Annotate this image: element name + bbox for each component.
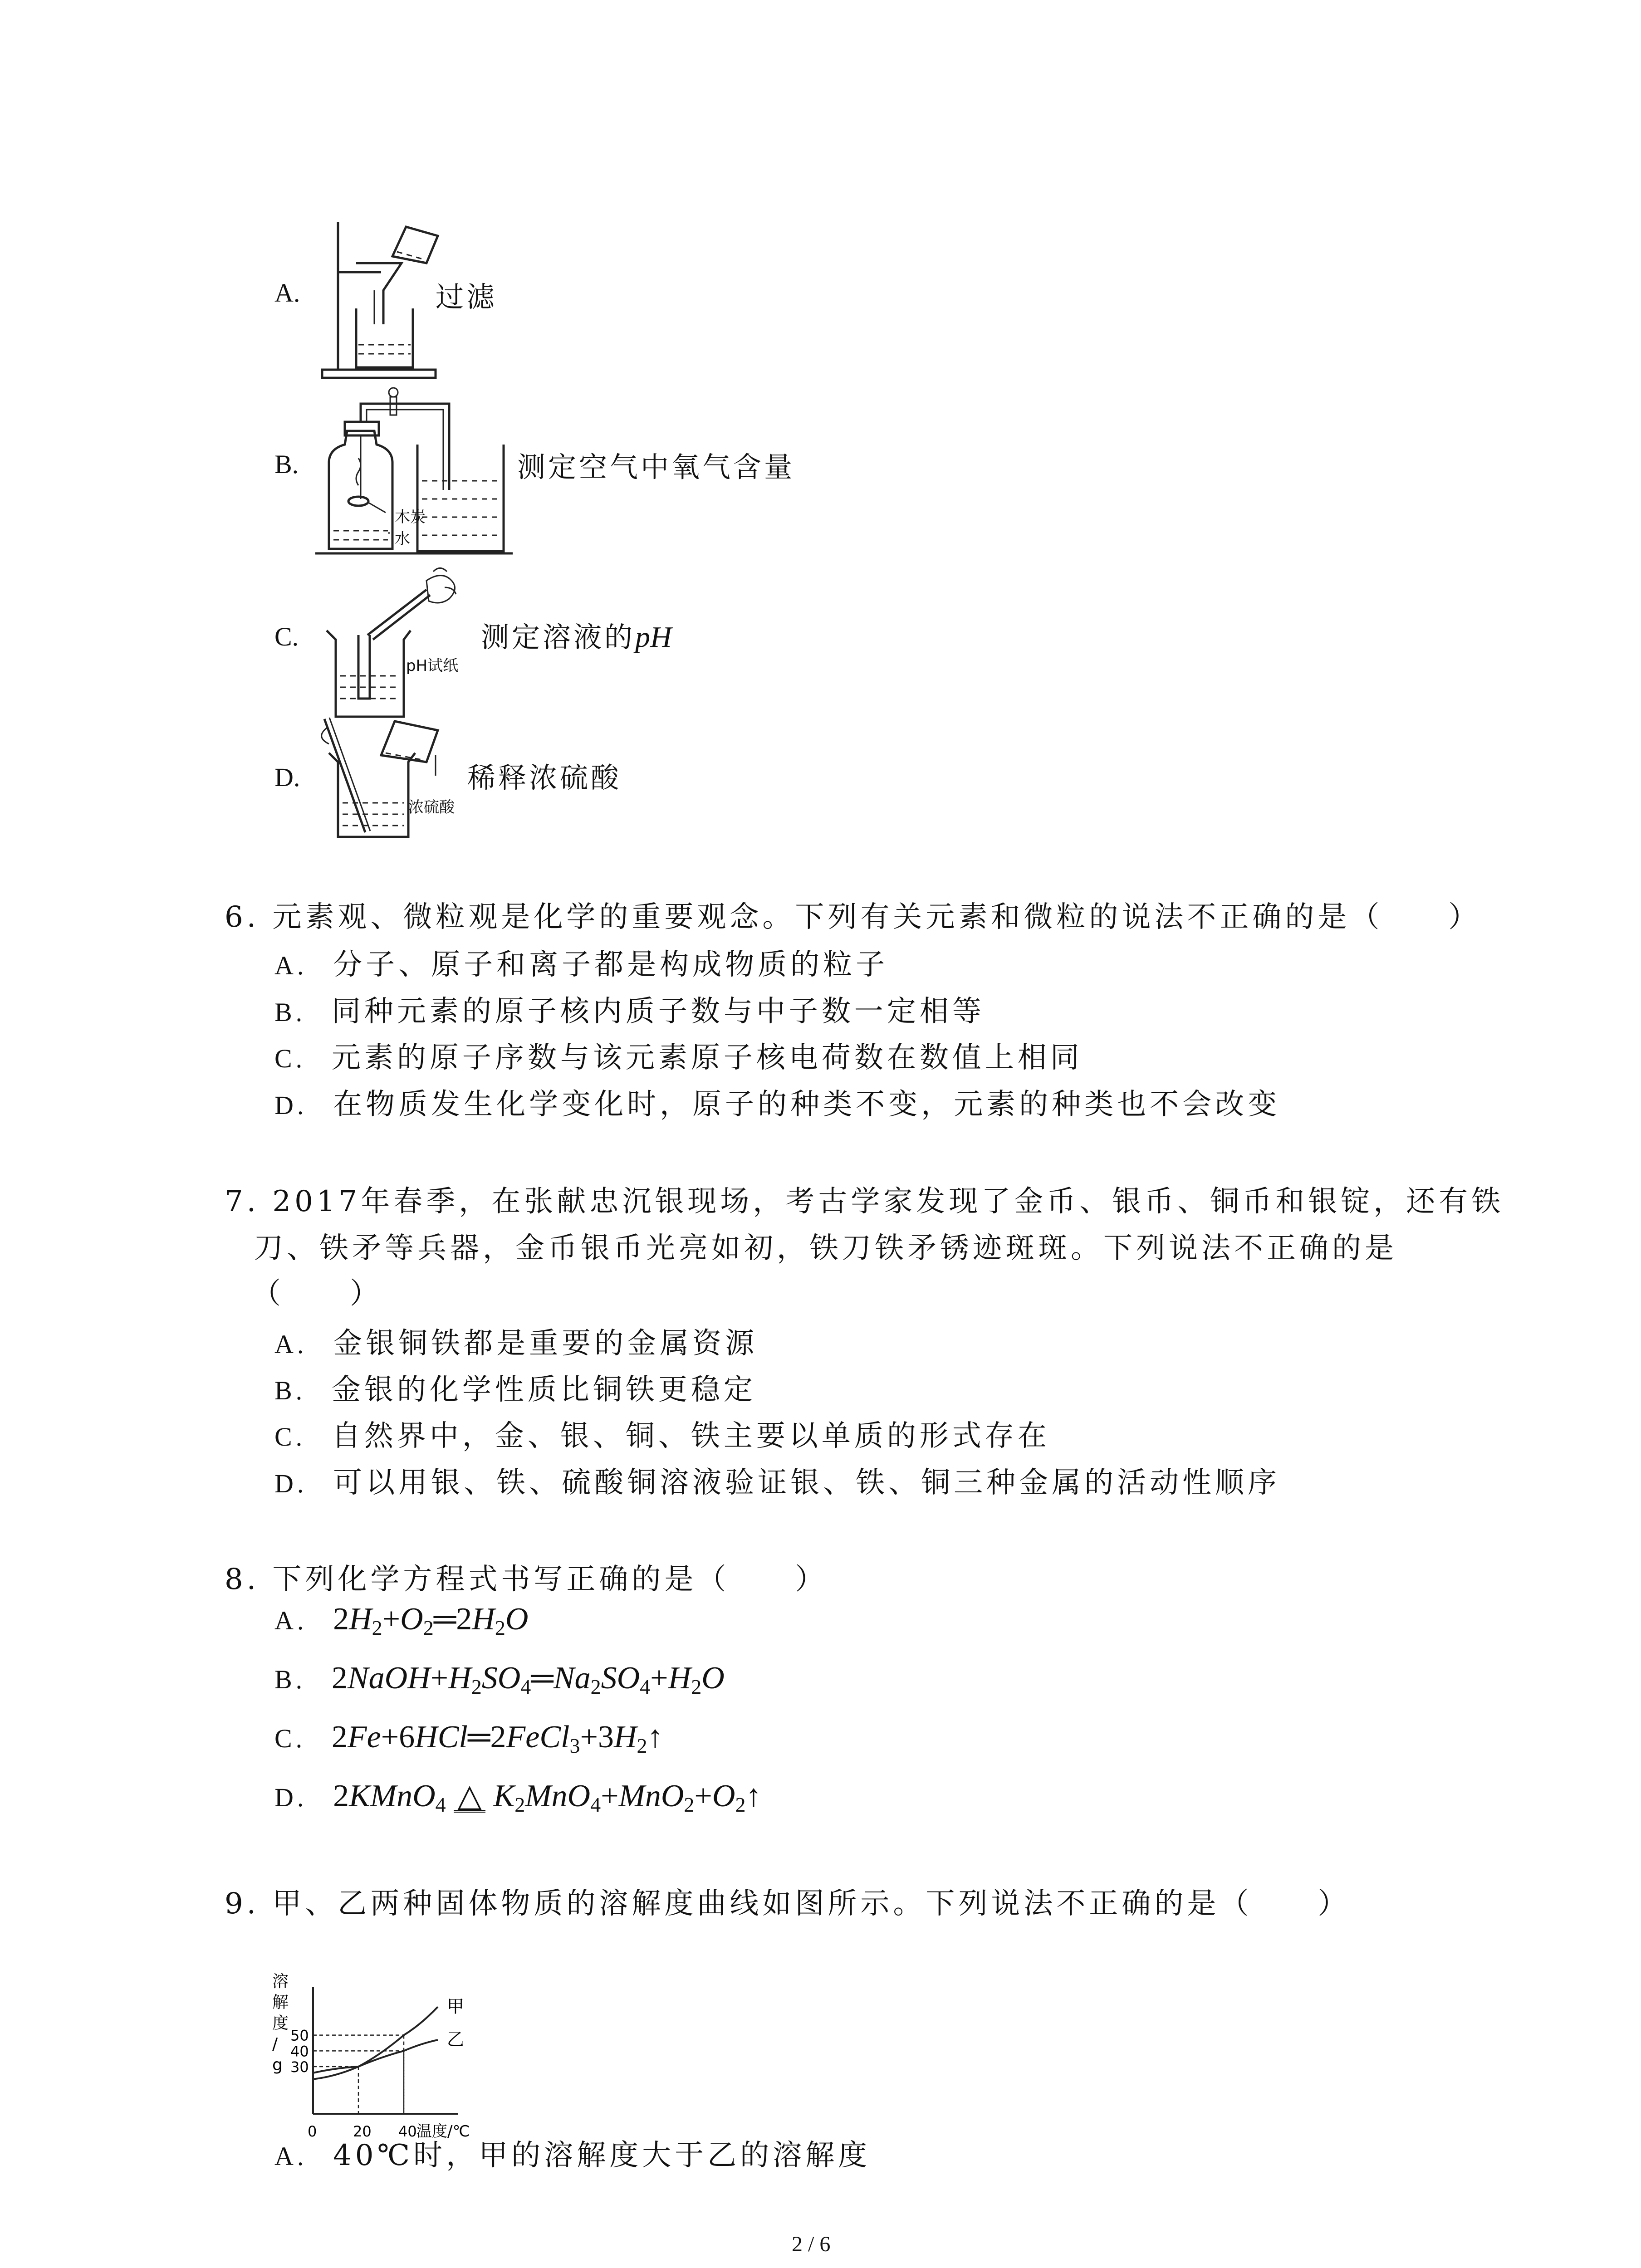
q6-option-a[interactable]: A. 分子、原子和离子都是构成物质的粒子 — [274, 948, 889, 982]
q7-stem-line3: （ ） — [252, 1277, 382, 1310]
annot-conc-sulfuric-acid: 浓硫酸 — [408, 798, 455, 816]
q6-option-c[interactable]: C. 元素的原子序数与该元素原子核电荷数在数值上相同 — [274, 1041, 1083, 1075]
q8-option-d[interactable]: D. 2KMnO$_4$ △ $K_2MnO_4+MnO_2+O_2↑$ — [274, 1779, 762, 1816]
dilution-apparatus-image — [313, 712, 458, 844]
y-axis-label-char: 溶 — [272, 1972, 289, 1991]
page-number: 2 / 6 — [792, 2232, 831, 2256]
q7-option-d[interactable]: D. 可以用银、铁、硫酸铜溶液验证银、铁、铜三种金属的活动性顺序 — [274, 1466, 1281, 1500]
q7-option-c[interactable]: C. 自然界中，金、银、铜、铁主要以单质的形式存在 — [274, 1419, 1050, 1453]
y-tick-label: 30 — [290, 2058, 309, 2076]
y-axis-label-char: 解 — [272, 1993, 289, 2012]
equation-a: $2H_2+O_2═2H_2O$ — [333, 1602, 529, 1639]
q5-option-d-letter: D. — [274, 763, 300, 792]
x-tick-label: 0 — [308, 2123, 317, 2140]
solubility-chart — [263, 1969, 490, 2150]
q9-option-a[interactable]: A. 40℃时，甲的溶解度大于乙的溶解度 — [274, 2139, 871, 2172]
q8-option-b[interactable]: B. $2NaOH+H_2SO_4═Na_2SO_4+H_2O$ — [274, 1661, 725, 1698]
q6-stem: 6. 元素观、微粒观是化学的重要观念。下列有关元素和微粒的说法不正确的是（ ） — [225, 900, 1481, 934]
series-label-jia: 甲 — [447, 1996, 465, 2017]
up-arrow-icon: ↑ — [647, 1720, 663, 1755]
y-tick-label: 50 — [290, 2027, 309, 2044]
q5-option-d-label: 稀释浓硫酸 — [467, 761, 622, 794]
equation-b: $2NaOH+H_2SO_4═Na_2SO_4+H_2O$ — [331, 1661, 725, 1698]
q5-option-a-letter: A. — [274, 278, 300, 308]
q8-option-c[interactable]: C. $2Fe+6HCl═2FeCl_3+3H_2↑$ — [274, 1720, 663, 1757]
ph-measurement-apparatus-image — [313, 562, 476, 726]
x-axis-label: 温度/℃ — [416, 2122, 470, 2141]
annot-ph-paper: pH试纸 — [406, 657, 459, 675]
q6-option-b[interactable]: B. 同种元素的原子核内质子数与中子数一定相等 — [274, 995, 985, 1028]
y-axis-label-char: g — [272, 2056, 283, 2074]
series-line-jia — [313, 2007, 438, 2079]
q7-option-a[interactable]: A. 金银铜铁都是重要的金属资源 — [274, 1327, 758, 1360]
up-arrow-icon: ↑ — [745, 1779, 762, 1813]
q7-option-b[interactable]: B. 金银的化学性质比铜铁更稳定 — [274, 1373, 756, 1407]
q9-stem: 9. 甲、乙两种固体物质的溶解度曲线如图所示。下列说法不正确的是（ ） — [225, 1887, 1351, 1921]
annot-charcoal: 木炭 — [395, 508, 426, 526]
q8-option-a[interactable]: A. $2H_2+O_2═2H_2O$ — [274, 1602, 529, 1639]
equation-c: $2Fe+6HCl═2FeCl_3+3H_2↑$ — [331, 1720, 663, 1757]
x-tick-label: 40 — [398, 2123, 417, 2140]
q5-option-c-letter: C. — [274, 622, 299, 651]
oxygen-measurement-apparatus-image — [313, 376, 522, 558]
q7-stem-line1: 7. 2017年春季，在张献忠沉银现场，考古学家发现了金币、银币、铜币和银锭，还有铁 — [225, 1185, 1504, 1218]
x-tick-label: 20 — [353, 2123, 372, 2140]
q8-stem: 8. 下列化学方程式书写正确的是（ ） — [225, 1563, 828, 1596]
q7-stem-line2: 刀、铁矛等兵器，金币银币光亮如初，铁刀铁矛锈迹斑斑。下列说法不正确的是 — [254, 1232, 1397, 1265]
series-label-yi: 乙 — [447, 2029, 465, 2050]
annot-water: 水 — [395, 530, 410, 548]
q6-option-d[interactable]: D. 在物质发生化学变化时，原子的种类不变，元素的种类也不会改变 — [274, 1088, 1281, 1121]
q5-option-a-label: 过滤 — [436, 280, 498, 313]
q5-option-b-label: 测定空气中氧气含量 — [517, 450, 795, 484]
heat-triangle-icon: △ — [454, 1783, 485, 1813]
y-axis-label-char: / — [272, 2035, 278, 2053]
y-axis-label-char: 度 — [272, 2014, 289, 2033]
q5-option-b-letter: B. — [274, 450, 299, 479]
y-tick-label: 40 — [290, 2043, 309, 2060]
q5-option-c-label: 测定溶液的pH — [481, 621, 672, 654]
equation-d: 2KMnO$_4$ △ $K_2MnO_4+MnO_2+O_2↑$ — [333, 1779, 762, 1816]
